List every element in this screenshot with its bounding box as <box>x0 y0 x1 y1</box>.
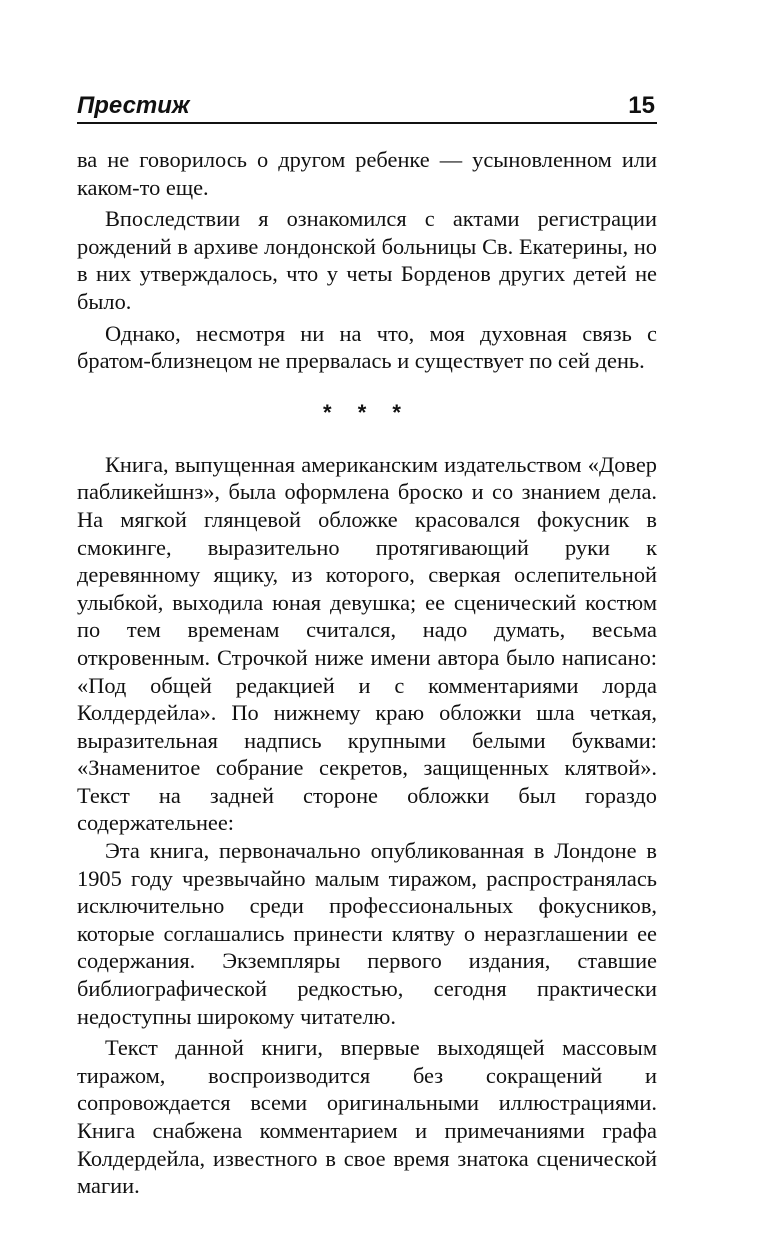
paragraph: Впоследствии я ознакомился с актами регистрации рождений в архиве лондонской больницы Св. Екатерины, но в них утверждалось, что у четы Борденов других детей не было. <box>77 206 657 314</box>
quoted-paragraph: Эта книга, первоначально опубликованная в Лондоне в 1905 году чрезвычайно малым тиражом, распространялась исключительно среди профессиональных фокусников, которые соглашались принести клятву о неразглашении ее содержания. Экземпляры первого издания, ставшие библиографической редкостью, сегодня практически недоступны широкому читателю. <box>77 838 657 1029</box>
paragraph: Однако, несмотря ни на что, моя духовная связь с братом-близнецом не прервалась и существует по сей день. <box>77 320 657 374</box>
paragraph: Книга, выпущенная американским издательством «Довер пабликейшнз», была оформлена броско и со знанием дела. На мягкой глянцевой обложке красовался фокусник в смокинге, выразительно протягивающий руки к деревянному ящику, из которого, сверкая ослепительной улыбкой, выходила юная девушка; ее сценический костюм по тем временам считался, надо думать, весьма откровенным. Строчкой ниже имени автора было написано: «Под общей редакцией и с комментариями лорда Колдердейла». По нижнему краю обложки шла четкая, выразительная надпись крупными белыми буквами: «Знаменитое собрание секретов, защищенных клятвой». Текст на задней стороне обложки был гораздо содержательнее: <box>77 451 657 836</box>
book-page <box>77 88 657 1200</box>
section-separator: * * * <box>323 399 411 425</box>
paragraph-continuation: ва не говорилось о другом ребенке — усыновленном или каком-то еще. <box>77 147 657 200</box>
body-text <box>77 146 657 1200</box>
running-header <box>77 88 657 124</box>
page-number: 15 <box>628 92 655 119</box>
quoted-paragraph: Текст данной книги, впервые выходящей массовым тиражом, воспроизводится без сокращений и сопровождается всеми оригинальными иллюстрациями. Книга снабжена комментарием и примечаниями графа Колдердейла, известного в свое время знатока сценической магии. <box>77 1035 657 1199</box>
running-title: Престиж <box>77 92 190 119</box>
